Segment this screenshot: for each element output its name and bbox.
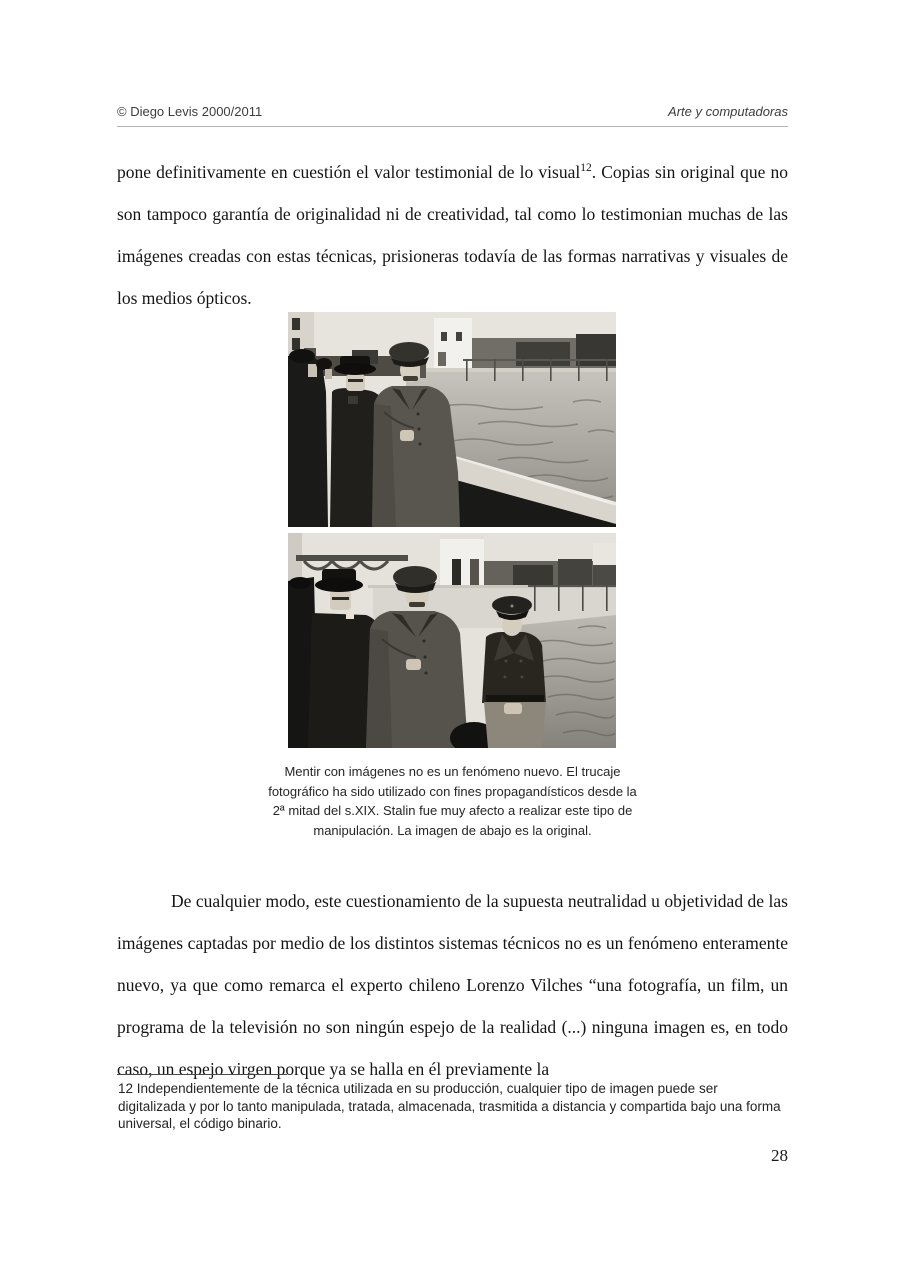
page-header	[117, 104, 788, 119]
footnote-separator	[117, 1074, 287, 1075]
paragraph-1	[117, 151, 788, 319]
caption-line: Mentir con imágenes no es un fenómeno nuevo. El trucaje	[284, 764, 621, 779]
left-figures	[288, 349, 332, 527]
caption-line: fotográfico ha sido utilizado con fines propagandísticos desde la	[268, 783, 637, 799]
figure-caption	[117, 762, 788, 840]
paragraph-1-continuation: . Copias sin original que no son tampoco garantía de originalidad ni de creatividad, tal como lo testimonian muchas de las imágenes creadas con estas técnicas, prisioneras todavía de las formas narrativas y visuales de los medios ópticos.	[117, 161, 788, 308]
footnote-reference: 12	[580, 161, 592, 174]
footnote-text: Independientemente de la técnica utilizada en su producción, cualquier tipo de imagen puede ser digitalizada y por lo tanto manipulada, tratada, almacenada, trasmitida a distancia y compartida bajo una forma universal, el código binario.	[118, 1081, 781, 1131]
header-rule	[117, 126, 788, 127]
stalin-photo-retouched	[288, 312, 616, 527]
footnote-number: 12	[118, 1081, 134, 1096]
caption-line: manipulación. La imagen de abajo es la original.	[313, 822, 592, 838]
paragraph-1-text: pone definitivamente en cuestión el valor testimonial de lo visual	[117, 161, 581, 182]
footnote	[118, 1080, 786, 1133]
caption-line: 2ª mitad del s.XIX. Stalin fue muy afecto a realizar este tipo de	[272, 803, 633, 818]
background-building	[440, 535, 484, 585]
header-author: © Diego Levis 2000/2011	[117, 104, 263, 119]
paragraph-2: De cualquier modo, este cuestionamiento de la supuesta neutralidad u objetividad de las imágenes captadas por medio de los distintos sistemas técnicos no es un fenómeno enteramente nuevo, ya que como remarca el experto chileno Lorenzo Vilches “una fotografía, un film, un programa de la televisión no son ningún espejo de la realidad (...) ninguna imagen es, en todo caso, un espejo virgen porque ya se halla en él previamente la	[117, 890, 788, 1079]
page-number: 28	[771, 1146, 788, 1165]
header-title: Arte y computadoras	[668, 104, 788, 119]
stalin-photo-original	[288, 533, 616, 748]
